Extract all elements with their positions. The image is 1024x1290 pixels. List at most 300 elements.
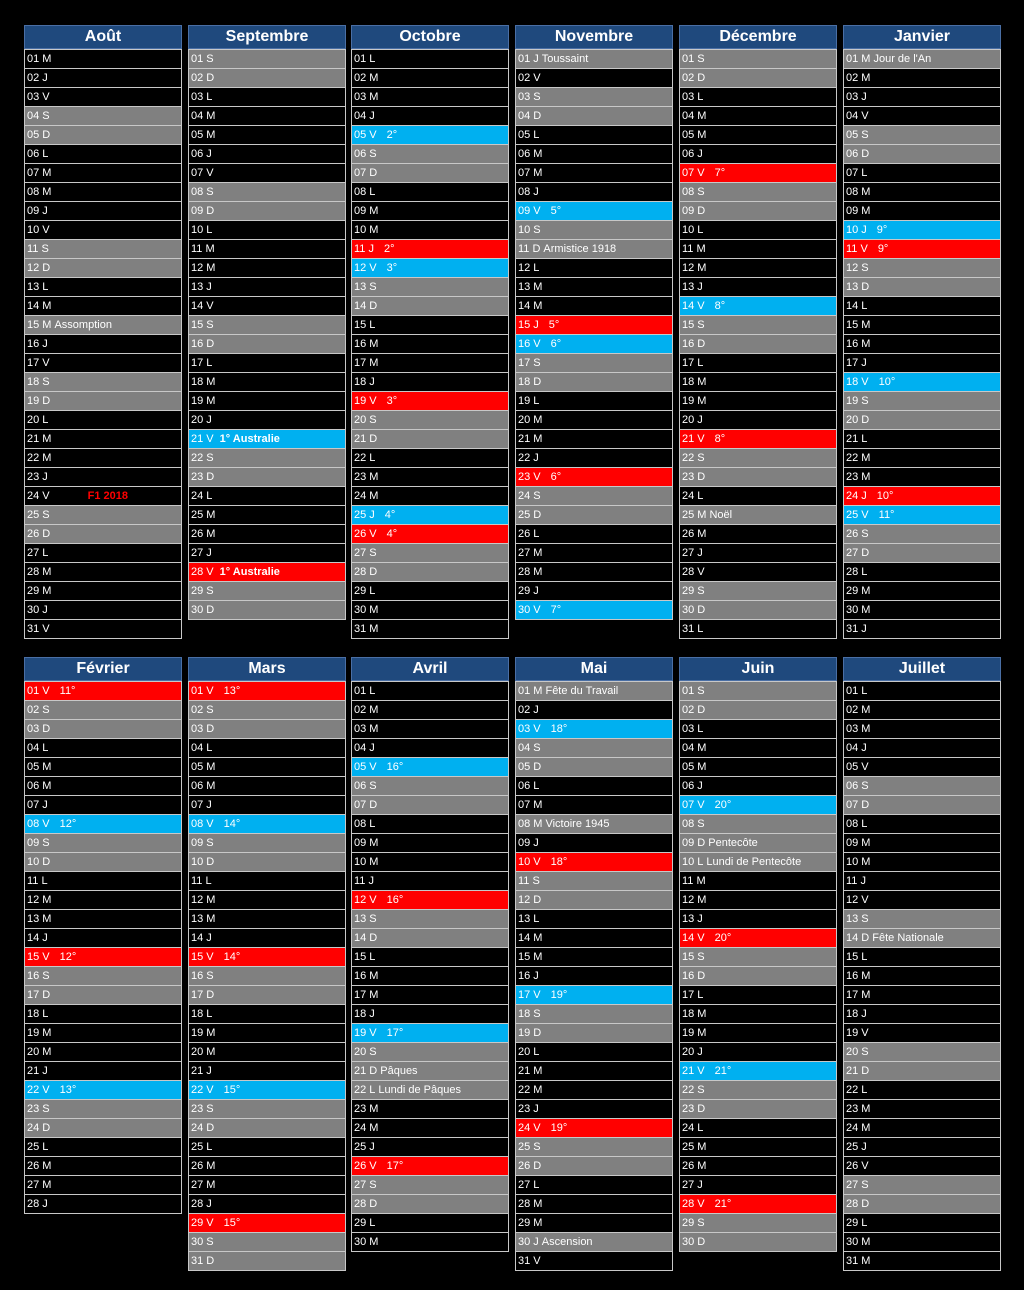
day-label: 18 L	[27, 1008, 49, 1020]
day-label: 21 J	[27, 1065, 48, 1077]
day-row	[25, 814, 181, 833]
day-label: 24 L	[191, 490, 213, 502]
day-row	[189, 681, 345, 700]
day-label: 25 L	[191, 1141, 213, 1153]
day-label: 08 S	[191, 186, 214, 198]
day-label: 24 V	[27, 490, 50, 502]
day-label: 31 D	[191, 1255, 215, 1267]
day-row	[680, 258, 836, 277]
day-label: 23 S	[191, 1103, 214, 1115]
day-row	[352, 562, 508, 581]
day-label: 13 S	[846, 913, 869, 925]
temp-label: 8°	[714, 433, 726, 445]
day-label: 03 J	[846, 91, 867, 103]
day-label: 07 D	[354, 799, 378, 811]
day-row	[516, 391, 672, 410]
day-row	[189, 1099, 345, 1118]
day-row	[189, 1118, 345, 1137]
day-row	[352, 890, 508, 909]
day-label: 13 M	[518, 281, 543, 293]
day-label: 31 V	[27, 623, 50, 635]
day-label: 30 M	[354, 1236, 379, 1248]
day-label: 12 D	[27, 262, 51, 274]
day-label: 23 D	[682, 1103, 706, 1115]
day-label: 23 S	[27, 1103, 50, 1115]
day-label: 05 S	[846, 129, 869, 141]
day-label: 21 M	[518, 1065, 543, 1077]
day-label: 15 V	[191, 951, 214, 963]
day-label: 18 M	[682, 376, 707, 388]
day-row	[680, 1213, 836, 1232]
day-row	[189, 1213, 345, 1232]
day-row	[189, 890, 345, 909]
day-row	[516, 258, 672, 277]
month-11	[843, 657, 1001, 1271]
day-row	[680, 581, 836, 600]
day-row	[25, 1080, 181, 1099]
day-row	[25, 201, 181, 220]
day-label: 26 D	[518, 1160, 542, 1172]
day-label: 29 L	[354, 585, 376, 597]
day-row	[25, 125, 181, 144]
day-label: 22 J	[518, 452, 539, 464]
day-label: 23 J	[27, 471, 48, 483]
day-row	[844, 239, 1000, 258]
day-row	[352, 681, 508, 700]
day-label: 02 M	[354, 704, 379, 716]
day-label: 19 M	[191, 1027, 216, 1039]
day-row	[844, 258, 1000, 277]
day-row	[352, 353, 508, 372]
day-label: 04 L	[191, 742, 213, 754]
day-label: 09 J	[518, 837, 539, 849]
day-row	[680, 391, 836, 410]
day-label: 15 S	[682, 951, 705, 963]
day-label: 04 M	[682, 110, 707, 122]
day-label: 20 D	[846, 414, 870, 426]
day-row	[516, 1061, 672, 1080]
day-row	[680, 372, 836, 391]
day-label: 12 S	[846, 262, 869, 274]
day-row	[680, 909, 836, 928]
day-label: 18 M	[682, 1008, 707, 1020]
day-label: 01 J	[518, 53, 539, 65]
day-label: 01 S	[682, 53, 705, 65]
day-label: 24 D	[27, 1122, 51, 1134]
day-label: 06 S	[354, 148, 377, 160]
day-label: 12 L	[518, 262, 540, 274]
day-row	[352, 966, 508, 985]
day-row	[189, 543, 345, 562]
day-row	[352, 467, 508, 486]
day-row	[352, 391, 508, 410]
day-label: 07 J	[27, 799, 48, 811]
day-label: 10 D	[191, 856, 215, 868]
day-row	[189, 581, 345, 600]
day-label: 09 M	[846, 205, 871, 217]
day-label: 16 S	[191, 970, 214, 982]
day-row	[352, 201, 508, 220]
day-row	[516, 795, 672, 814]
month-header: Décembre	[679, 25, 837, 49]
temp-label: 8°	[714, 300, 726, 312]
day-row	[516, 296, 672, 315]
day-row	[516, 1232, 672, 1251]
day-label: 28 D	[354, 566, 378, 578]
day-label: 25 S	[518, 1141, 541, 1153]
holiday-label: Jour de l'An	[873, 53, 932, 65]
day-label: 29 M	[27, 585, 52, 597]
day-row	[516, 1137, 672, 1156]
day-row	[516, 833, 672, 852]
day-label: 02 M	[354, 72, 379, 84]
day-label: 15 S	[191, 319, 214, 331]
day-label: 07 V	[682, 799, 705, 811]
day-label: 25 S	[27, 509, 50, 521]
day-row	[352, 1213, 508, 1232]
day-row	[352, 543, 508, 562]
day-label: 30 J	[518, 1236, 539, 1248]
day-row	[680, 201, 836, 220]
day-label: 23 M	[354, 471, 379, 483]
day-row	[516, 486, 672, 505]
month-3	[515, 25, 673, 620]
day-label: 10 M	[846, 856, 871, 868]
temp-label: 13°	[59, 1084, 77, 1096]
day-row	[352, 1004, 508, 1023]
day-row	[352, 448, 508, 467]
day-row	[516, 429, 672, 448]
day-label: 24 S	[518, 490, 541, 502]
day-label: 17 S	[518, 357, 541, 369]
day-label: 14 V	[682, 300, 705, 312]
day-row	[680, 163, 836, 182]
day-row	[189, 1042, 345, 1061]
day-row	[516, 49, 672, 68]
day-row	[352, 49, 508, 68]
day-row	[516, 700, 672, 719]
day-label: 24 J	[846, 490, 867, 502]
month-header: Octobre	[351, 25, 509, 49]
day-label: 21 V	[682, 1065, 705, 1077]
day-row	[680, 1099, 836, 1118]
day-row	[844, 1194, 1000, 1213]
day-row	[516, 871, 672, 890]
day-row	[680, 1061, 836, 1080]
day-row	[352, 106, 508, 125]
day-label: 07 M	[518, 167, 543, 179]
day-row	[516, 909, 672, 928]
day-label: 12 M	[191, 262, 216, 274]
month-header: Juin	[679, 657, 837, 681]
day-row	[25, 1156, 181, 1175]
day-label: 11 V	[846, 243, 868, 255]
day-label: 29 J	[518, 585, 539, 597]
temp-label: 13°	[223, 685, 241, 697]
day-label: 25 J	[846, 1141, 867, 1153]
day-row	[189, 947, 345, 966]
day-row	[25, 890, 181, 909]
day-row	[844, 681, 1000, 700]
day-label: 09 D	[682, 205, 706, 217]
day-row	[844, 947, 1000, 966]
day-row	[352, 87, 508, 106]
day-row	[844, 700, 1000, 719]
day-label: 24 M	[846, 1122, 871, 1134]
day-label: 14 J	[191, 932, 212, 944]
day-row	[844, 1251, 1000, 1270]
day-row	[516, 1080, 672, 1099]
day-label: 22 M	[27, 452, 52, 464]
day-label: 14 J	[27, 932, 48, 944]
day-label: 17 L	[682, 357, 704, 369]
month-5	[843, 25, 1001, 639]
day-label: 20 S	[846, 1046, 869, 1058]
day-row	[680, 966, 836, 985]
day-label: 01 S	[682, 685, 705, 697]
day-row	[844, 182, 1000, 201]
day-row	[352, 524, 508, 543]
day-row	[25, 182, 181, 201]
day-row	[516, 581, 672, 600]
day-label: 03 V	[27, 91, 50, 103]
day-row	[844, 372, 1000, 391]
holiday-label: Armistice 1918	[543, 243, 617, 255]
day-row	[352, 928, 508, 947]
temp-label: 6°	[550, 338, 562, 350]
day-label: 10 D	[27, 856, 51, 868]
day-label: 02 J	[518, 704, 539, 716]
day-label: 06 S	[354, 780, 377, 792]
day-label: 03 S	[518, 91, 541, 103]
event-label: F1 2018	[87, 490, 129, 502]
day-row	[352, 600, 508, 619]
day-label: 09 D	[682, 837, 706, 849]
day-label: 19 V	[846, 1027, 869, 1039]
temp-label: 9°	[877, 243, 889, 255]
day-row	[25, 600, 181, 619]
holiday-label: Fête du Travail	[545, 685, 619, 697]
day-label: 13 S	[354, 281, 377, 293]
day-label: 13 L	[27, 281, 49, 293]
day-row	[352, 985, 508, 1004]
day-row	[844, 220, 1000, 239]
day-label: 29 S	[191, 585, 214, 597]
day-row	[189, 871, 345, 890]
day-row	[352, 738, 508, 757]
day-row	[352, 68, 508, 87]
day-label: 26 M	[27, 1160, 52, 1172]
day-label: 26 V	[354, 1160, 377, 1172]
day-row	[189, 68, 345, 87]
day-label: 13 J	[682, 913, 703, 925]
day-label: 05 M	[191, 761, 216, 773]
day-label: 30 V	[518, 604, 541, 616]
day-row	[844, 467, 1000, 486]
day-row	[25, 852, 181, 871]
day-row	[844, 524, 1000, 543]
day-label: 01 L	[354, 685, 376, 697]
day-label: 13 S	[354, 913, 377, 925]
month-4	[679, 25, 837, 639]
day-row	[680, 890, 836, 909]
day-label: 15 L	[846, 951, 868, 963]
day-row	[352, 619, 508, 638]
day-label: 01 M	[27, 53, 52, 65]
month-1	[188, 25, 346, 620]
day-row	[844, 757, 1000, 776]
day-row	[844, 353, 1000, 372]
day-row	[516, 966, 672, 985]
day-row	[516, 1099, 672, 1118]
day-label: 21 L	[846, 433, 868, 445]
day-row	[352, 833, 508, 852]
day-label: 10 V	[27, 224, 50, 236]
day-label: 01 S	[191, 53, 214, 65]
holiday-label: Assomption	[54, 319, 112, 331]
day-label: 22 L	[846, 1084, 868, 1096]
day-row	[25, 429, 181, 448]
day-label: 09 J	[27, 205, 48, 217]
day-row	[680, 543, 836, 562]
month-header: Juillet	[843, 657, 1001, 681]
day-row	[189, 220, 345, 239]
temp-label: 12°	[59, 818, 77, 830]
day-row	[516, 201, 672, 220]
day-row	[189, 600, 345, 619]
day-row	[516, 738, 672, 757]
day-row	[844, 391, 1000, 410]
day-row	[25, 947, 181, 966]
day-row	[189, 1251, 345, 1270]
day-label: 12 M	[27, 894, 52, 906]
day-row	[680, 296, 836, 315]
day-label: 23 J	[518, 1103, 539, 1115]
temp-label: 6°	[550, 471, 562, 483]
day-label: 11 L	[191, 875, 212, 887]
day-row	[844, 448, 1000, 467]
temp-label: 10°	[876, 490, 894, 502]
day-row	[680, 448, 836, 467]
day-label: 09 S	[191, 837, 214, 849]
day-label: 08 S	[682, 186, 705, 198]
day-label: 26 D	[27, 528, 51, 540]
day-row	[352, 757, 508, 776]
day-row	[516, 220, 672, 239]
day-row	[352, 852, 508, 871]
day-label: 21 M	[27, 433, 52, 445]
day-label: 12 M	[191, 894, 216, 906]
day-label: 06 S	[846, 780, 869, 792]
day-row	[844, 966, 1000, 985]
day-label: 19 M	[191, 395, 216, 407]
day-label: 16 D	[682, 970, 706, 982]
day-row	[516, 448, 672, 467]
day-row	[25, 871, 181, 890]
day-row	[189, 372, 345, 391]
day-label: 15 L	[354, 951, 376, 963]
day-label: 07 D	[354, 167, 378, 179]
day-row	[189, 562, 345, 581]
day-row	[516, 524, 672, 543]
day-label: 03 V	[518, 723, 541, 735]
day-label: 04 L	[27, 742, 49, 754]
day-row	[25, 833, 181, 852]
day-row	[352, 1232, 508, 1251]
day-row	[352, 182, 508, 201]
day-row	[516, 1156, 672, 1175]
day-row	[189, 505, 345, 524]
day-row	[25, 49, 181, 68]
day-row	[25, 391, 181, 410]
day-row	[189, 985, 345, 1004]
day-row	[352, 296, 508, 315]
day-label: 10 V	[518, 856, 541, 868]
day-label: 15 S	[682, 319, 705, 331]
day-label: 03 L	[682, 723, 704, 735]
day-label: 12 M	[682, 894, 707, 906]
day-row	[25, 353, 181, 372]
holiday-label: Lundi de Pentecôte	[706, 856, 802, 868]
day-row	[25, 543, 181, 562]
day-row	[844, 1023, 1000, 1042]
day-label: 18 J	[354, 376, 375, 388]
day-row	[189, 125, 345, 144]
day-row	[516, 182, 672, 201]
day-label: 24 M	[354, 490, 379, 502]
day-label: 24 M	[354, 1122, 379, 1134]
day-label: 12 V	[354, 894, 377, 906]
day-row	[844, 928, 1000, 947]
day-label: 10 M	[354, 224, 379, 236]
day-label: 19 D	[27, 395, 51, 407]
day-label: 25 M	[682, 1141, 707, 1153]
day-label: 11 M	[682, 243, 706, 255]
day-row	[516, 928, 672, 947]
day-label: 05 M	[682, 761, 707, 773]
day-label: 30 D	[682, 1236, 706, 1248]
day-row	[680, 600, 836, 619]
day-row	[189, 1194, 345, 1213]
day-row	[516, 410, 672, 429]
day-row	[844, 1042, 1000, 1061]
event-label: 1° Australie	[219, 566, 280, 578]
month-10	[679, 657, 837, 1252]
day-row	[844, 600, 1000, 619]
day-row	[516, 467, 672, 486]
day-label: 08 V	[191, 818, 214, 830]
day-row	[25, 738, 181, 757]
day-row	[844, 410, 1000, 429]
month-header: Mai	[515, 657, 673, 681]
day-row	[189, 429, 345, 448]
day-row	[844, 795, 1000, 814]
day-row	[189, 87, 345, 106]
day-label: 16 M	[354, 970, 379, 982]
day-label: 29 L	[354, 1217, 376, 1229]
day-row	[25, 1194, 181, 1213]
day-row	[25, 581, 181, 600]
day-row	[189, 814, 345, 833]
day-row	[189, 852, 345, 871]
day-label: 20 M	[27, 1046, 52, 1058]
day-label: 22 S	[682, 1084, 705, 1096]
day-label: 28 L	[846, 566, 868, 578]
day-row	[516, 562, 672, 581]
day-label: 17 M	[846, 989, 871, 1001]
day-row	[844, 296, 1000, 315]
day-label: 16 V	[518, 338, 541, 350]
